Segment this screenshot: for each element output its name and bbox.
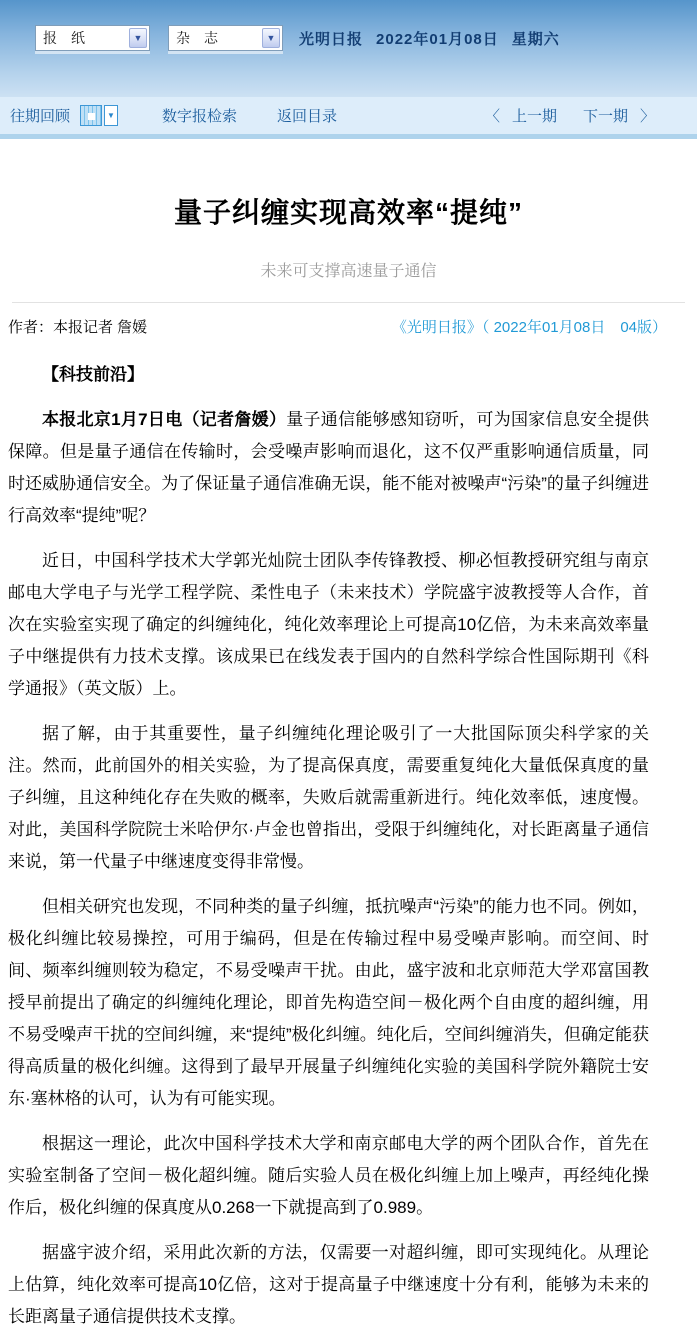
divider (12, 302, 685, 303)
article (0, 191, 697, 1333)
nav-digital-search-link[interactable]: 数字报检索 (162, 108, 238, 125)
paper-select[interactable] (35, 25, 150, 51)
paper-select-value: 报 纸 (43, 30, 85, 46)
next-angle-icon[interactable]: 〉 (639, 108, 655, 125)
article-subtitle: 未来可支撑高速量子通信 (260, 263, 437, 280)
masthead-name: 光明日报 (299, 30, 364, 48)
paragraph: 根据这一理论，此次中国科学技术大学和南京邮电大学的两个团队合作，首先在实验室制备了空间－极化超纠缠。随后实验人员在极化纠缠上加上噪声，再经纯化操作后，极化纠缠的保真度从0.268一下就提高到了0.989。 (8, 1134, 649, 1217)
next-issue-link[interactable]: 下一期 (582, 108, 628, 125)
nav-back-to-contents-link[interactable]: 返回目录 (277, 108, 338, 125)
section-tag: 【科技前沿】 (42, 365, 144, 384)
masthead-date: 2022年01月08日 (376, 30, 499, 48)
article-title: 量子纠缠实现高效率“提纯” (173, 197, 523, 228)
navbar (0, 97, 697, 134)
magazine-select-value: 杂 志 (176, 30, 218, 46)
navbar-underline (0, 134, 697, 139)
nav-past-issues-link[interactable]: 往期回顾 (10, 108, 71, 125)
byline: 作者：本报记者 詹媛 (8, 319, 148, 336)
dropdown-arrow-icon[interactable]: ▼ (262, 28, 280, 48)
calendar-picker[interactable] (80, 105, 118, 126)
issue-pager (485, 105, 655, 126)
magazine-select[interactable] (168, 25, 283, 51)
paragraph: 据了解，由于其重要性，量子纠缠纯化理论吸引了一大批国际顶尖科学家的关注。然而，此前国外的相关实验，为了提高保真度，需要重复纯化大量低保真度的量子纠缠，且这种纯化存在失败的概率，失败后就需重新进行。纯化效率低，速度慢。对此，美国科学院院士米哈伊尔·卢金也曾指出，受限于纠缠纯化，对长距离量子通信来说，第一代量子中继速度变得非常慢。 (8, 724, 649, 871)
paragraph-text: 量子通信能够感知窃听，可为国家信息安全提供保障。但是量子通信在传输时，会受噪声影响而退化，这不仅严重影响通信质量，同时还威胁通信安全。为了保证量子通信准确无误，能不能对被噪声“污染”的量子纠缠进行高效率“提纯”呢？ (8, 410, 649, 525)
byline-row (8, 316, 689, 337)
calendar-dropdown-arrow-icon[interactable]: ▼ (104, 105, 118, 126)
calendar-icon[interactable] (80, 105, 102, 126)
masthead (299, 25, 560, 51)
prev-angle-icon[interactable]: 〈 (484, 108, 500, 125)
paragraph: 近日，中国科学技术大学郭光灿院士团队李传锋教授、柳必恒教授研究组与南京邮电大学电子与光学工程学院、柔性电子（未来技术）学院盛宇波教授等人合作，首次在实验室实现了确定的纠缠纯化，纯化效率理论上可提高10亿倍，为未来高效率量子中继提供有力技术支撑。该成果已在线发表于国内的自然科学综合性国际期刊《科学通报》（英文版）上。 (8, 551, 649, 698)
top-header (0, 0, 697, 97)
masthead-weekday: 星期六 (511, 30, 560, 48)
dropdown-arrow-icon[interactable]: ▼ (129, 28, 147, 48)
paragraph-lead: 本报北京1月7日电（记者詹媛） (42, 410, 287, 429)
source-meta: 《光明日报》（ 2022年01月08日 04版） (391, 319, 667, 336)
paragraph: 据盛宇波介绍，采用此次新的方法，仅需要一对超纠缠，即可实现纯化。从理论上估算，纯化效率可提高10亿倍，这对于提高量子中继速度十分有利，能够为未来的长距离量子通信提供技术支撑。 (8, 1243, 649, 1326)
paragraph: 但相关研究也发现，不同种类的量子纠缠，抵抗噪声“污染”的能力也不同。例如，极化纠缠比较易操控，可用于编码，但是在传输过程中易受噪声影响。而空间、时间、频率纠缠则较为稳定，不易受噪声干扰。由此，盛宇波和北京师范大学邓富国教授早前提出了确定的纠缠纯化理论，即首先构造空间－极化两个自由度的超纠缠，用不易受噪声干扰的空间纠缠，来“提纯”极化纠缠。纯化后，空间纠缠消失，但确定能获得高质量的极化纠缠。这得到了最早开展量子纠缠纯化实验的美国科学院外籍院士安东·塞林格的认可，认为有可能实现。 (8, 897, 649, 1108)
article-body (8, 359, 649, 1333)
paragraph (8, 404, 649, 532)
prev-issue-link[interactable]: 上一期 (511, 108, 557, 125)
